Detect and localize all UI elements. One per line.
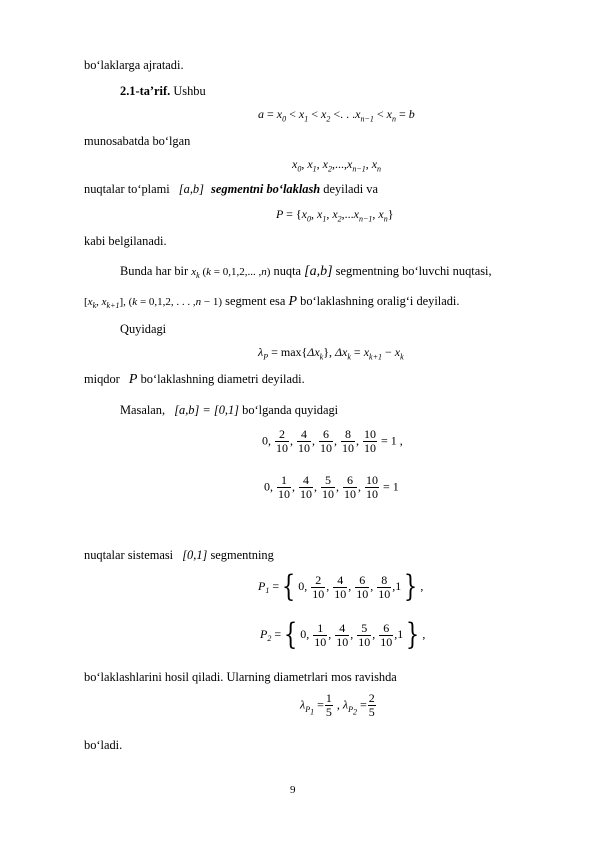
- equation-partition-set: $P = \{x_0$, $x_1$, $x_2,...x_{n-1}$, $x_n$}: [276, 207, 394, 224]
- paragraph-nuqtalar-sistemasi: nuqtalar sistemasi [0,1] segmentning: [84, 548, 274, 562]
- paragraph-nuqtalar: nuqtalar to‘plami [a,b] segmentni bo‘laklash deyiladi va: [84, 182, 378, 196]
- definition-label: 2.1-ta’rif.: [120, 84, 171, 98]
- equation-partition-order: $a = x_0 < x_1 < x_2$ <. . $.x_{n-1} < x_n = b$: [258, 107, 415, 124]
- paragraph-bunda: Bunda har bir $x_k$ (k = 0,1,2,... ,n) nuqta [a,b] segmentning bo‘luvchi nuqtasi,: [120, 264, 492, 281]
- paragraph-intro: bo‘laklarga ajratadi.: [84, 58, 184, 72]
- equation-points: $x_0$, $x_1$, $x_2,...,x_{n-1}$, $x_n$: [292, 157, 382, 174]
- equation-P2: $P_2$ ={ 0, $\frac{1}{10}$ , $\frac{4}{10}$ , $\frac{5}{10}$ , $\frac{6}{10}$ ,1} ,: [260, 617, 426, 652]
- expr-segment-k: [$x_k$, $x_{k+1}$], (k = 0,1,2, . . . ,n − 1): [84, 296, 223, 311]
- expr-xk: $x_k$ (k = 0,1,2,... ,n): [191, 266, 271, 281]
- equation-diameters: $\lambda_{P_1}$ = $\frac{1}{5}$ , $\lambda_{P_2}$ = $\frac{2}{5}$: [300, 691, 375, 719]
- equation-P1: $P_1$ ={ 0, $\frac{2}{10}$ , $\frac{4}{10}$ , $\frac{6}{10}$ , $\frac{8}{10}$ ,1} ,: [258, 569, 424, 604]
- paragraph-boladi: bo‘ladi.: [84, 738, 123, 752]
- equation-points-1: 0, $\frac{2}{10}$ , $\frac{4}{10}$ , $\frac{6}{10}$ , $\frac{8}{10}$ , $\frac{10}{10}$ = 1 ,: [262, 427, 403, 455]
- definition-ushbu: Ushbu: [173, 84, 206, 98]
- paragraph-miqdor: miqdor P bo‘laklashning diametri deyiladi.: [84, 372, 305, 387]
- paragraph-segment: [$x_k$, $x_{k+1}$], (k = 0,1,2, . . . ,n − 1) segment esa P bo‘laklashning oralig‘i deyiladi.: [84, 294, 460, 311]
- paragraph-munosabatda: munosabatda bo‘lgan: [84, 134, 191, 148]
- symbol-P: P: [288, 294, 298, 309]
- paragraph-kabi: kabi belgilanadi.: [84, 234, 167, 248]
- interval-ab-01: [a,b] = [0,1]: [174, 403, 240, 417]
- paragraph-quyidagi: Quyidagi: [120, 322, 167, 336]
- interval-ab-2: [a,b]: [304, 264, 333, 279]
- term-segmentni-bolaklash: segmentni bo‘laklash: [211, 182, 321, 196]
- interval-ab: [a,b]: [178, 182, 204, 196]
- symbol-P-2: P: [128, 372, 138, 387]
- paragraph-masalan: Masalan, [a,b] = [0,1] bo‘lganda quyidagi: [120, 403, 339, 417]
- paragraph-bolaklashlarini: bo‘laklashlarini hosil qiladi. Ularning diametrlari mos ravishda: [84, 670, 397, 684]
- equation-points-2: 0, $\frac{1}{10}$ , $\frac{4}{10}$ , $\frac{5}{10}$ , $\frac{6}{10}$ , $\frac{10}{10}$ = 1: [264, 473, 399, 501]
- interval-01: [0,1]: [182, 548, 208, 562]
- page-number: 9: [290, 784, 296, 796]
- definition-line: [120, 84, 206, 99]
- equation-diameter: $\lambda_P = \max\{\Delta x_k\}$, $\Delta x_k = x_{k+1} - x_k$: [258, 345, 404, 362]
